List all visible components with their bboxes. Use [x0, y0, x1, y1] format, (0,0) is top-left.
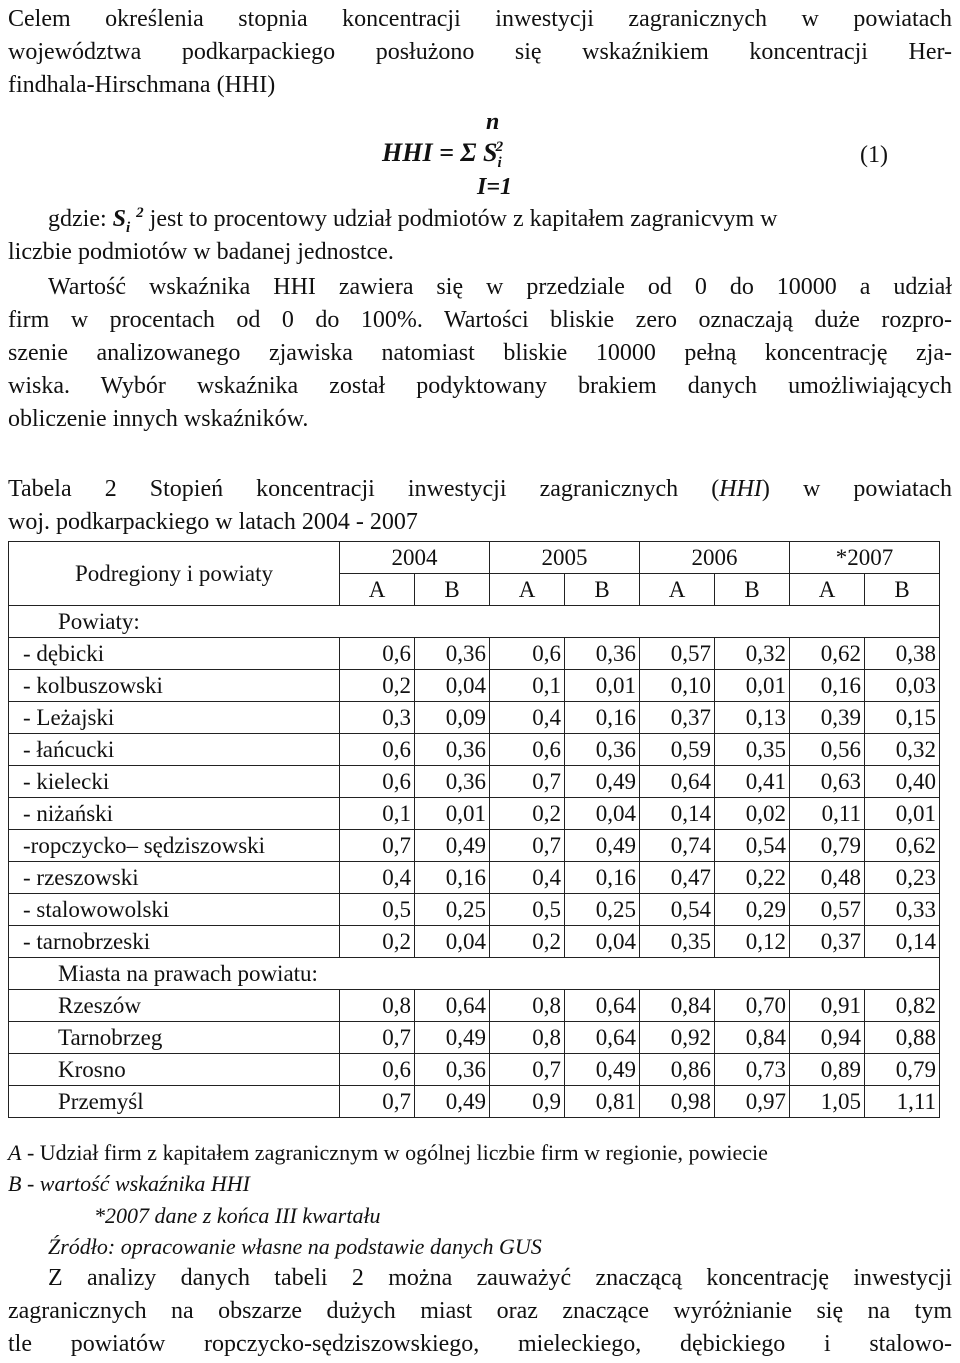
table-cell: 0,4 — [490, 862, 565, 894]
table-cell: 0,36 — [415, 638, 490, 670]
intro-line-2: województwa podkarpackiego posłużono się wskaźnikiem koncentracji Her- — [8, 39, 952, 65]
paragraph-line-2: firm w procentach od 0 do 100%. Wartości bliskie zero oznaczają duże rozpro- — [8, 307, 952, 333]
closing-line-1: Z analizy danych tabeli 2 można zauważyć znaczącą koncentrację inwestycji — [48, 1265, 952, 1291]
table-cell: 0,25 — [415, 894, 490, 926]
table-caption-line-1 — [8, 477, 952, 501]
definition-text: jest to procentowy udział podmiotów z kapitałem zagranicvym w — [143, 206, 778, 232]
table-row — [9, 1054, 940, 1086]
table-cell: 0,97 — [715, 1086, 790, 1118]
row-label: - tarnobrzeski — [9, 926, 340, 958]
definition-line-2: liczbie podmiotów w badanej jednostce. — [8, 239, 394, 265]
table-cell: 0,3 — [340, 702, 415, 734]
table-row — [9, 830, 940, 862]
table-cell: 0,6 — [490, 734, 565, 766]
table-cell: 0,64 — [565, 1022, 640, 1054]
table-cell: 0,54 — [715, 830, 790, 862]
row-label: Przemyśl — [9, 1086, 340, 1118]
table-cell: 0,88 — [865, 1022, 940, 1054]
table-cell: 0,79 — [790, 830, 865, 862]
formula-lower-limit: I=1 — [477, 174, 513, 200]
table-caption-line-2: woj. podkarpackiego w latach 2004 - 2007 — [8, 509, 418, 535]
definition-line-1 — [48, 205, 778, 236]
table-cell: 0,73 — [715, 1054, 790, 1086]
table-cell: 0,2 — [490, 798, 565, 830]
table-cell: 0,04 — [565, 798, 640, 830]
formula-sum: = Σ S — [432, 138, 498, 167]
row-label: - rzeszowski — [9, 862, 340, 894]
table-row — [9, 894, 940, 926]
sub-header: A — [490, 574, 565, 606]
table-cell: 0,6 — [340, 638, 415, 670]
table-row — [9, 638, 940, 670]
table-cell: 0,74 — [640, 830, 715, 862]
table-cell: 0,7 — [490, 830, 565, 862]
table-cell: 0,5 — [340, 894, 415, 926]
table-cell: 0,04 — [565, 926, 640, 958]
table-cell: 0,89 — [790, 1054, 865, 1086]
table-cell: 0,32 — [865, 734, 940, 766]
section-row-miasta — [9, 958, 940, 990]
table-cell: 0,36 — [415, 1054, 490, 1086]
table-cell: 0,49 — [565, 830, 640, 862]
table-row — [9, 766, 940, 798]
table-cell: 0,59 — [640, 734, 715, 766]
sub-header: B — [565, 574, 640, 606]
table-row — [9, 670, 940, 702]
table-corner-label: Podregiony i powiaty — [9, 542, 340, 606]
table-cell: 0,23 — [865, 862, 940, 894]
table-cell: 0,14 — [865, 926, 940, 958]
table-cell: 0,36 — [415, 766, 490, 798]
note-b-text: - wartość wskaźnika HHI — [21, 1171, 250, 1196]
table-cell: 0,10 — [640, 670, 715, 702]
table-cell: 0,6 — [340, 1054, 415, 1086]
table-cell: 0,91 — [790, 990, 865, 1022]
table-cell: 0,12 — [715, 926, 790, 958]
table-cell: 1,05 — [790, 1086, 865, 1118]
table-row — [9, 798, 940, 830]
row-label: - dębicki — [9, 638, 340, 670]
sub-header: A — [640, 574, 715, 606]
table-cell: 0,01 — [415, 798, 490, 830]
table-cell: 0,7 — [490, 766, 565, 798]
table-cell: 0,16 — [565, 862, 640, 894]
table-cell: 0,84 — [715, 1022, 790, 1054]
table-cell: 0,22 — [715, 862, 790, 894]
section-label-miasta: Miasta na prawach powiatu: — [9, 958, 940, 990]
table-cell: 0,57 — [790, 894, 865, 926]
table-cell: 0,94 — [790, 1022, 865, 1054]
table-cell: 0,15 — [865, 702, 940, 734]
row-label: - niżański — [9, 798, 340, 830]
table-cell: 0,16 — [790, 670, 865, 702]
source-note: Źródło: opracowanie własne na podstawie danych GUS — [48, 1234, 542, 1259]
table-cell: 0,81 — [565, 1086, 640, 1118]
hhi-table — [8, 541, 940, 1118]
row-label: - kielecki — [9, 766, 340, 798]
table-caption-hhi: HHI — [719, 476, 762, 502]
year-header: *2007 — [790, 542, 940, 574]
table-caption-text-b: ) w powiatach — [761, 476, 952, 502]
year-header: 2004 — [340, 542, 490, 574]
table-cell: 0,49 — [565, 1054, 640, 1086]
row-label: - kolbuszowski — [9, 670, 340, 702]
table-cell: 0,36 — [415, 734, 490, 766]
table-cell: 0,49 — [415, 830, 490, 862]
year-header: 2005 — [490, 542, 640, 574]
table-cell: 0,6 — [340, 734, 415, 766]
row-label: - Leżajski — [9, 702, 340, 734]
table-cell: 0,8 — [340, 990, 415, 1022]
year-header: 2006 — [640, 542, 790, 574]
note-b — [8, 1173, 250, 1195]
table-cell: 0,16 — [415, 862, 490, 894]
table-caption-text-a: Tabela 2 Stopień koncentracji inwestycji zagranicznych ( — [8, 476, 720, 502]
section-row-powiaty — [9, 606, 940, 638]
table-cell: 0,03 — [865, 670, 940, 702]
table-cell: 0,11 — [790, 798, 865, 830]
table-cell: 0,64 — [415, 990, 490, 1022]
table-cell: 0,37 — [790, 926, 865, 958]
table-cell: 0,49 — [415, 1086, 490, 1118]
row-label: Rzeszów — [9, 990, 340, 1022]
table-cell: 0,2 — [340, 926, 415, 958]
table-cell: 0,04 — [415, 670, 490, 702]
table-cell: 0,7 — [340, 1022, 415, 1054]
table-cell: 0,2 — [340, 670, 415, 702]
table-cell: 0,57 — [640, 638, 715, 670]
table-cell: 0,04 — [415, 926, 490, 958]
table-cell: 0,25 — [565, 894, 640, 926]
table-row — [9, 702, 940, 734]
closing-line-2: zagranicznych na obszarze dużych miast oraz znaczące wyróżnianie się na tym — [8, 1298, 952, 1324]
table-cell: 0,6 — [490, 638, 565, 670]
table-cell: 0,62 — [790, 638, 865, 670]
paragraph-line-4: wiska. Wybór wskaźnika został podyktowany brakiem danych umożliwiających — [8, 373, 952, 399]
table-cell: 0,36 — [565, 734, 640, 766]
table-cell: 0,01 — [565, 670, 640, 702]
formula-upper-limit: n — [486, 109, 500, 135]
table-cell: 1,11 — [865, 1086, 940, 1118]
definition-symbol-sub: i — [126, 219, 131, 236]
formula-sub: i — [497, 155, 502, 172]
table-cell: 0,02 — [715, 798, 790, 830]
formula-hhi: HHI — [382, 138, 433, 167]
sub-header: A — [790, 574, 865, 606]
equation-number: (1) — [860, 142, 888, 168]
row-label: - łańcucki — [9, 734, 340, 766]
note-a-key: A — [8, 1140, 22, 1165]
note-b-key: B — [8, 1171, 22, 1196]
table-cell: 0,13 — [715, 702, 790, 734]
table-cell: 0,8 — [490, 990, 565, 1022]
formula-expression — [382, 138, 509, 172]
table-header-years — [9, 542, 940, 574]
sub-header: B — [415, 574, 490, 606]
table-cell: 0,84 — [640, 990, 715, 1022]
table-cell: 0,35 — [715, 734, 790, 766]
row-label: Krosno — [9, 1054, 340, 1086]
sub-header: B — [715, 574, 790, 606]
table-cell: 0,01 — [715, 670, 790, 702]
table-cell: 0,33 — [865, 894, 940, 926]
table-cell: 0,48 — [790, 862, 865, 894]
table-cell: 0,2 — [490, 926, 565, 958]
table-cell: 0,29 — [715, 894, 790, 926]
table-cell: 0,01 — [865, 798, 940, 830]
table-cell: 0,4 — [490, 702, 565, 734]
table-cell: 0,49 — [415, 1022, 490, 1054]
table-cell: 0,82 — [865, 990, 940, 1022]
table-cell: 0,79 — [865, 1054, 940, 1086]
table-cell: 0,32 — [715, 638, 790, 670]
table-cell: 0,98 — [640, 1086, 715, 1118]
table-cell: 0,37 — [640, 702, 715, 734]
table-cell: 0,7 — [490, 1054, 565, 1086]
table-cell: 0,36 — [565, 638, 640, 670]
formula-sup: 2 — [495, 139, 504, 156]
closing-line-3: tle powiatów ropczycko-sędziszowskiego, mieleckiego, dębickiego i stalowo- — [8, 1331, 952, 1357]
table-cell: 0,64 — [565, 990, 640, 1022]
table-row — [9, 926, 940, 958]
table-cell: 0,49 — [565, 766, 640, 798]
note-year: *2007 dane z końca III kwartału — [94, 1203, 381, 1228]
table-cell: 0,9 — [490, 1086, 565, 1118]
table-cell: 0,63 — [790, 766, 865, 798]
sub-header: A — [340, 574, 415, 606]
table-cell: 0,6 — [340, 766, 415, 798]
paragraph-line-5: obliczenie innych wskaźników. — [8, 406, 309, 432]
table-cell: 0,1 — [340, 798, 415, 830]
intro-line-1: Celem określenia stopnia koncentracji inwestycji zagranicznych w powiatach — [8, 6, 952, 32]
table-cell: 0,62 — [865, 830, 940, 862]
table-cell: 0,14 — [640, 798, 715, 830]
table-cell: 0,35 — [640, 926, 715, 958]
row-label: - stalowowolski — [9, 894, 340, 926]
table-cell: 0,38 — [865, 638, 940, 670]
table-row — [9, 862, 940, 894]
table-cell: 0,1 — [490, 670, 565, 702]
table-cell: 0,41 — [715, 766, 790, 798]
table-cell: 0,39 — [790, 702, 865, 734]
table-cell: 0,4 — [340, 862, 415, 894]
table-row — [9, 1086, 940, 1118]
definition-symbol-sup: 2 — [136, 205, 144, 221]
table-cell: 0,92 — [640, 1022, 715, 1054]
table-cell: 0,16 — [565, 702, 640, 734]
table-cell: 0,40 — [865, 766, 940, 798]
table-cell: 0,54 — [640, 894, 715, 926]
table-cell: 0,47 — [640, 862, 715, 894]
note-a-text: - Udział firm z kapitałem zagranicznym w ogólnej liczbie firm w regionie, powiecie — [21, 1140, 768, 1165]
table-cell: 0,56 — [790, 734, 865, 766]
table-cell: 0,86 — [640, 1054, 715, 1086]
paragraph-line-3: szenie analizowanego zjawiska natomiast bliskie 10000 pełną koncentrację zja- — [8, 340, 952, 366]
table-cell: 0,7 — [340, 1086, 415, 1118]
table-cell: 0,70 — [715, 990, 790, 1022]
table-cell: 0,5 — [490, 894, 565, 926]
table-cell: 0,8 — [490, 1022, 565, 1054]
table-cell: 0,09 — [415, 702, 490, 734]
table-cell: 0,7 — [340, 830, 415, 862]
table-row — [9, 734, 940, 766]
definition-prefix: gdzie: — [48, 206, 113, 232]
definition-symbol: S — [112, 206, 126, 232]
table-cell: 0,64 — [640, 766, 715, 798]
note-a — [8, 1142, 768, 1164]
table-row — [9, 1022, 940, 1054]
table-row — [9, 990, 940, 1022]
sub-header: B — [865, 574, 940, 606]
row-label: Tarnobrzeg — [9, 1022, 340, 1054]
paragraph-line-1: Wartość wskaźnika HHI zawiera się w przedziale od 0 do 10000 a udział — [48, 274, 952, 300]
row-label: -ropczycko– sędziszowski — [9, 830, 340, 862]
section-label-powiaty: Powiaty: — [9, 606, 940, 638]
intro-line-3: findhala-Hirschmana (HHI) — [8, 72, 276, 98]
